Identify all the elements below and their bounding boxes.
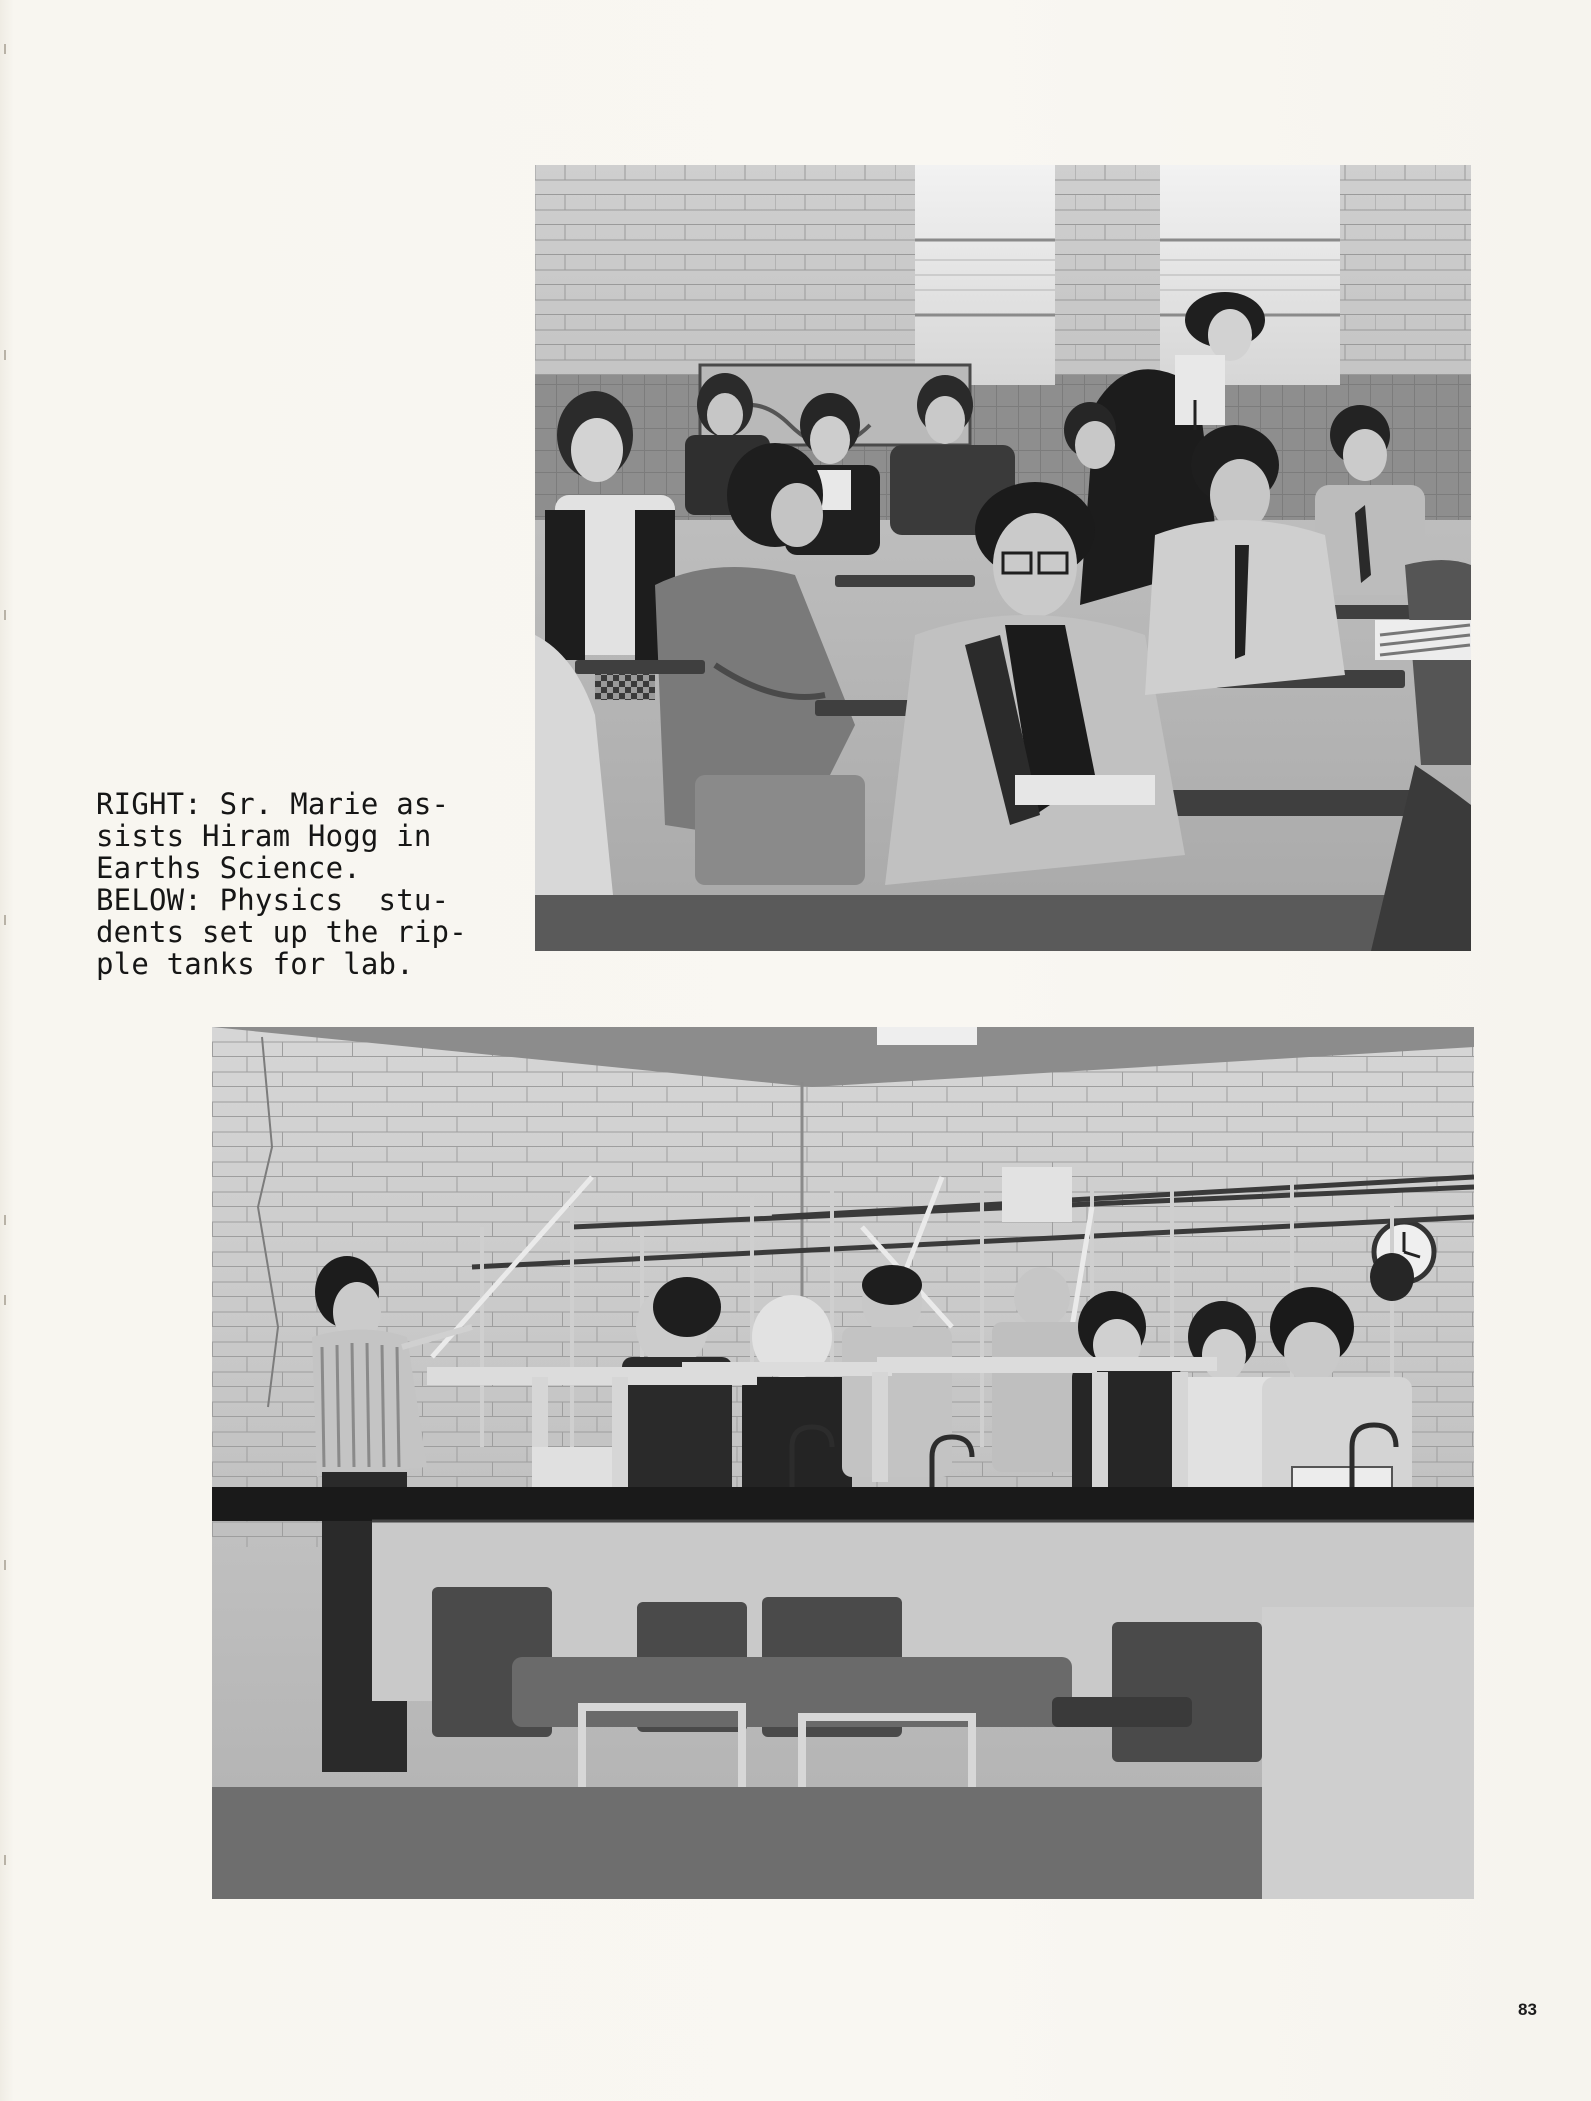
binding-edge xyxy=(4,0,10,2101)
caption-line: RIGHT: Sr. Marie as- xyxy=(96,787,450,821)
caption-line: dents set up the rip- xyxy=(96,915,467,949)
earth-science-classroom-photo xyxy=(535,165,1471,951)
caption-line: ple tanks for lab. xyxy=(96,947,414,981)
page-number: 83 xyxy=(1518,2000,1537,2019)
caption-line: BELOW: Physics stu- xyxy=(96,883,450,917)
physics-lab-photo xyxy=(212,1027,1474,1899)
caption-line: Earths Science. xyxy=(96,851,361,885)
photo-caption xyxy=(96,788,526,980)
caption-line: sists Hiram Hogg in xyxy=(96,819,432,853)
